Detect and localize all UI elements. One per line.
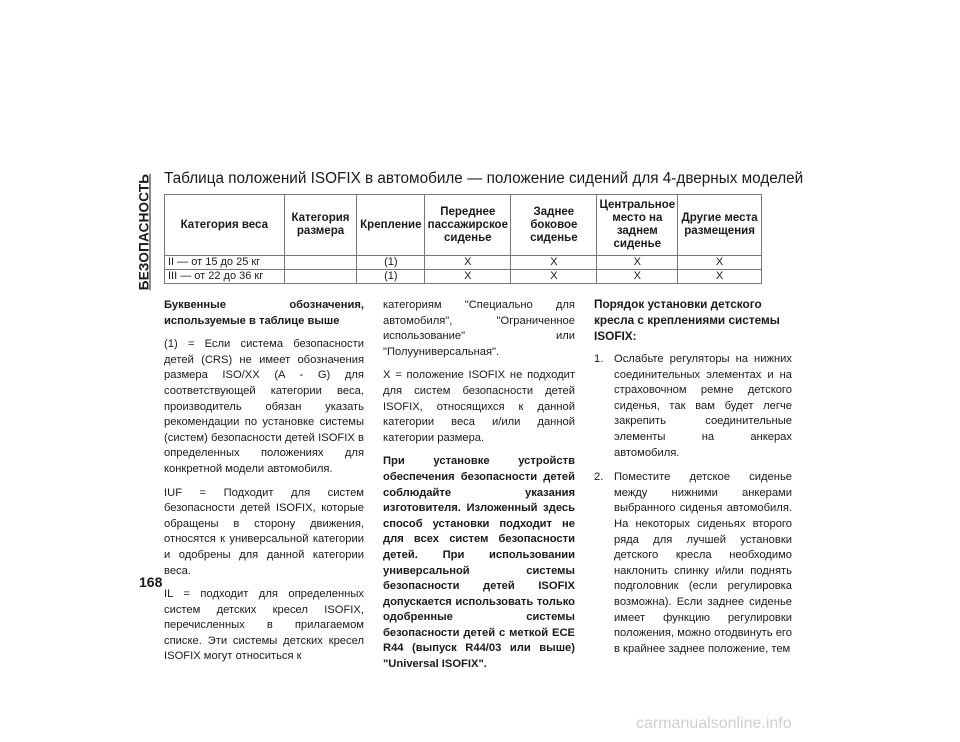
table-cell: X: [597, 256, 678, 270]
isofix-table: [164, 194, 762, 284]
header-size-category: Категория размера: [284, 195, 357, 256]
page-number: 168: [139, 574, 163, 590]
column-left: [164, 298, 364, 673]
step-text: Ослабьте регуляторы на нижних соединительных элементах и на страховочном ремне детского сиденья, так вам будет легче закрепить соединительные элементы на анкерах автомобиля.: [614, 353, 792, 459]
table-cell: [284, 270, 357, 284]
header-front-passenger-seat: Переднее пассажирское сиденье: [425, 195, 511, 256]
table-cell: X: [511, 270, 597, 284]
table-cell: III — от 22 до 36 кг: [165, 270, 285, 284]
legend-heading: Буквенные обозначения, используемые в таблице выше: [164, 299, 364, 327]
procedure-heading: Порядок установки детского кресла с креплениями системы ISOFIX:: [594, 297, 780, 343]
table-title: Таблица положений ISOFIX в автомобиле — положение сидений для 4-дверных моделей: [164, 170, 804, 187]
header-rear-center-seat: Центральное место на заднем сиденье: [597, 195, 678, 256]
table-cell: X: [678, 270, 762, 284]
table-cell: (1): [357, 270, 425, 284]
table-row: [165, 256, 762, 270]
table-cell: X: [425, 256, 511, 270]
list-item: [594, 470, 792, 657]
header-weight-category: Категория веса: [165, 195, 285, 256]
table-cell: [284, 256, 357, 270]
table-cell: (1): [357, 256, 425, 270]
watermark: carmanualsonline.info: [636, 715, 792, 732]
table-cell: X: [597, 270, 678, 284]
table-row: [165, 270, 762, 284]
paragraph: (1) = Если система безопасности детей (CRS) не имеет обозначения размера ISO/XX (A - G) для соответствующей категории веса, производитель обязан указать рекомендации по установке системы (систем) безопасности детей ISOFIX в определенных положениях для конкретной модели автомобиля.: [164, 338, 364, 475]
step-number: 2.: [594, 471, 604, 484]
list-item: [594, 352, 792, 461]
header-other-positions: Другие места размещения: [678, 195, 762, 256]
table-cell: X: [678, 256, 762, 270]
header-rear-outboard-seat: Заднее боковое сиденье: [511, 195, 597, 256]
section-tab: [134, 172, 154, 292]
paragraph: X = положение ISOFIX не подходит для систем безопасности детей ISOFIX, относящихся к данной категории веса и/или данной категории размера.: [383, 369, 575, 444]
section-tab-label: БЕЗОПАСНОСТЬ: [136, 173, 152, 291]
table-cell: X: [425, 270, 511, 284]
column-middle: [383, 298, 575, 681]
table-header-row: [165, 195, 762, 256]
paragraph: категориям "Специально для автомобиля", "Ограниченное использование" или "Полууниверсальная".: [383, 299, 575, 358]
paragraph: IUF = Подходит для систем безопасности детей ISOFIX, которые обращены в сторону движения, относятся к универсальной категории и одобрены для данной категории веса.: [164, 486, 364, 577]
step-number: 1.: [594, 353, 604, 365]
header-fixture: Крепление: [357, 195, 425, 256]
warning-paragraph: При установке устройств обеспечения безопасности детей соблюдайте указания изготовителя. Изложенный здесь способ установки подходит не для всех систем безопасности детей. При использовании универсальной системы безопасности детей ISOFIX допускается использовать только одобренные системы безопасности детей с меткой ECE R44 (выпуск R44/03 или выше) "Universal ISOFIX".: [383, 455, 575, 671]
step-text: Поместите детское сиденье между нижними анкерами выбранного сиденья автомобиля. На некоторых сиденьях второго ряда для лучшей установки детского кресла необходимо наклонить спинку и/или поднять подголовник (если регулировка возможна). Если заднее сиденье имеет функцию регулировки положения, можно отодвинуть его в крайнее заднее положение, тем: [614, 471, 792, 655]
table-cell: II — от 15 до 25 кг: [165, 256, 285, 270]
table-cell: X: [511, 256, 597, 270]
paragraph: IL = подходит для определенных систем детских кресел ISOFIX, перечисленных в прилагаемом списке. Эти системы детских кресел ISOFIX могут относиться к: [164, 588, 364, 663]
column-right: [594, 296, 792, 666]
procedure-steps: [594, 352, 792, 657]
